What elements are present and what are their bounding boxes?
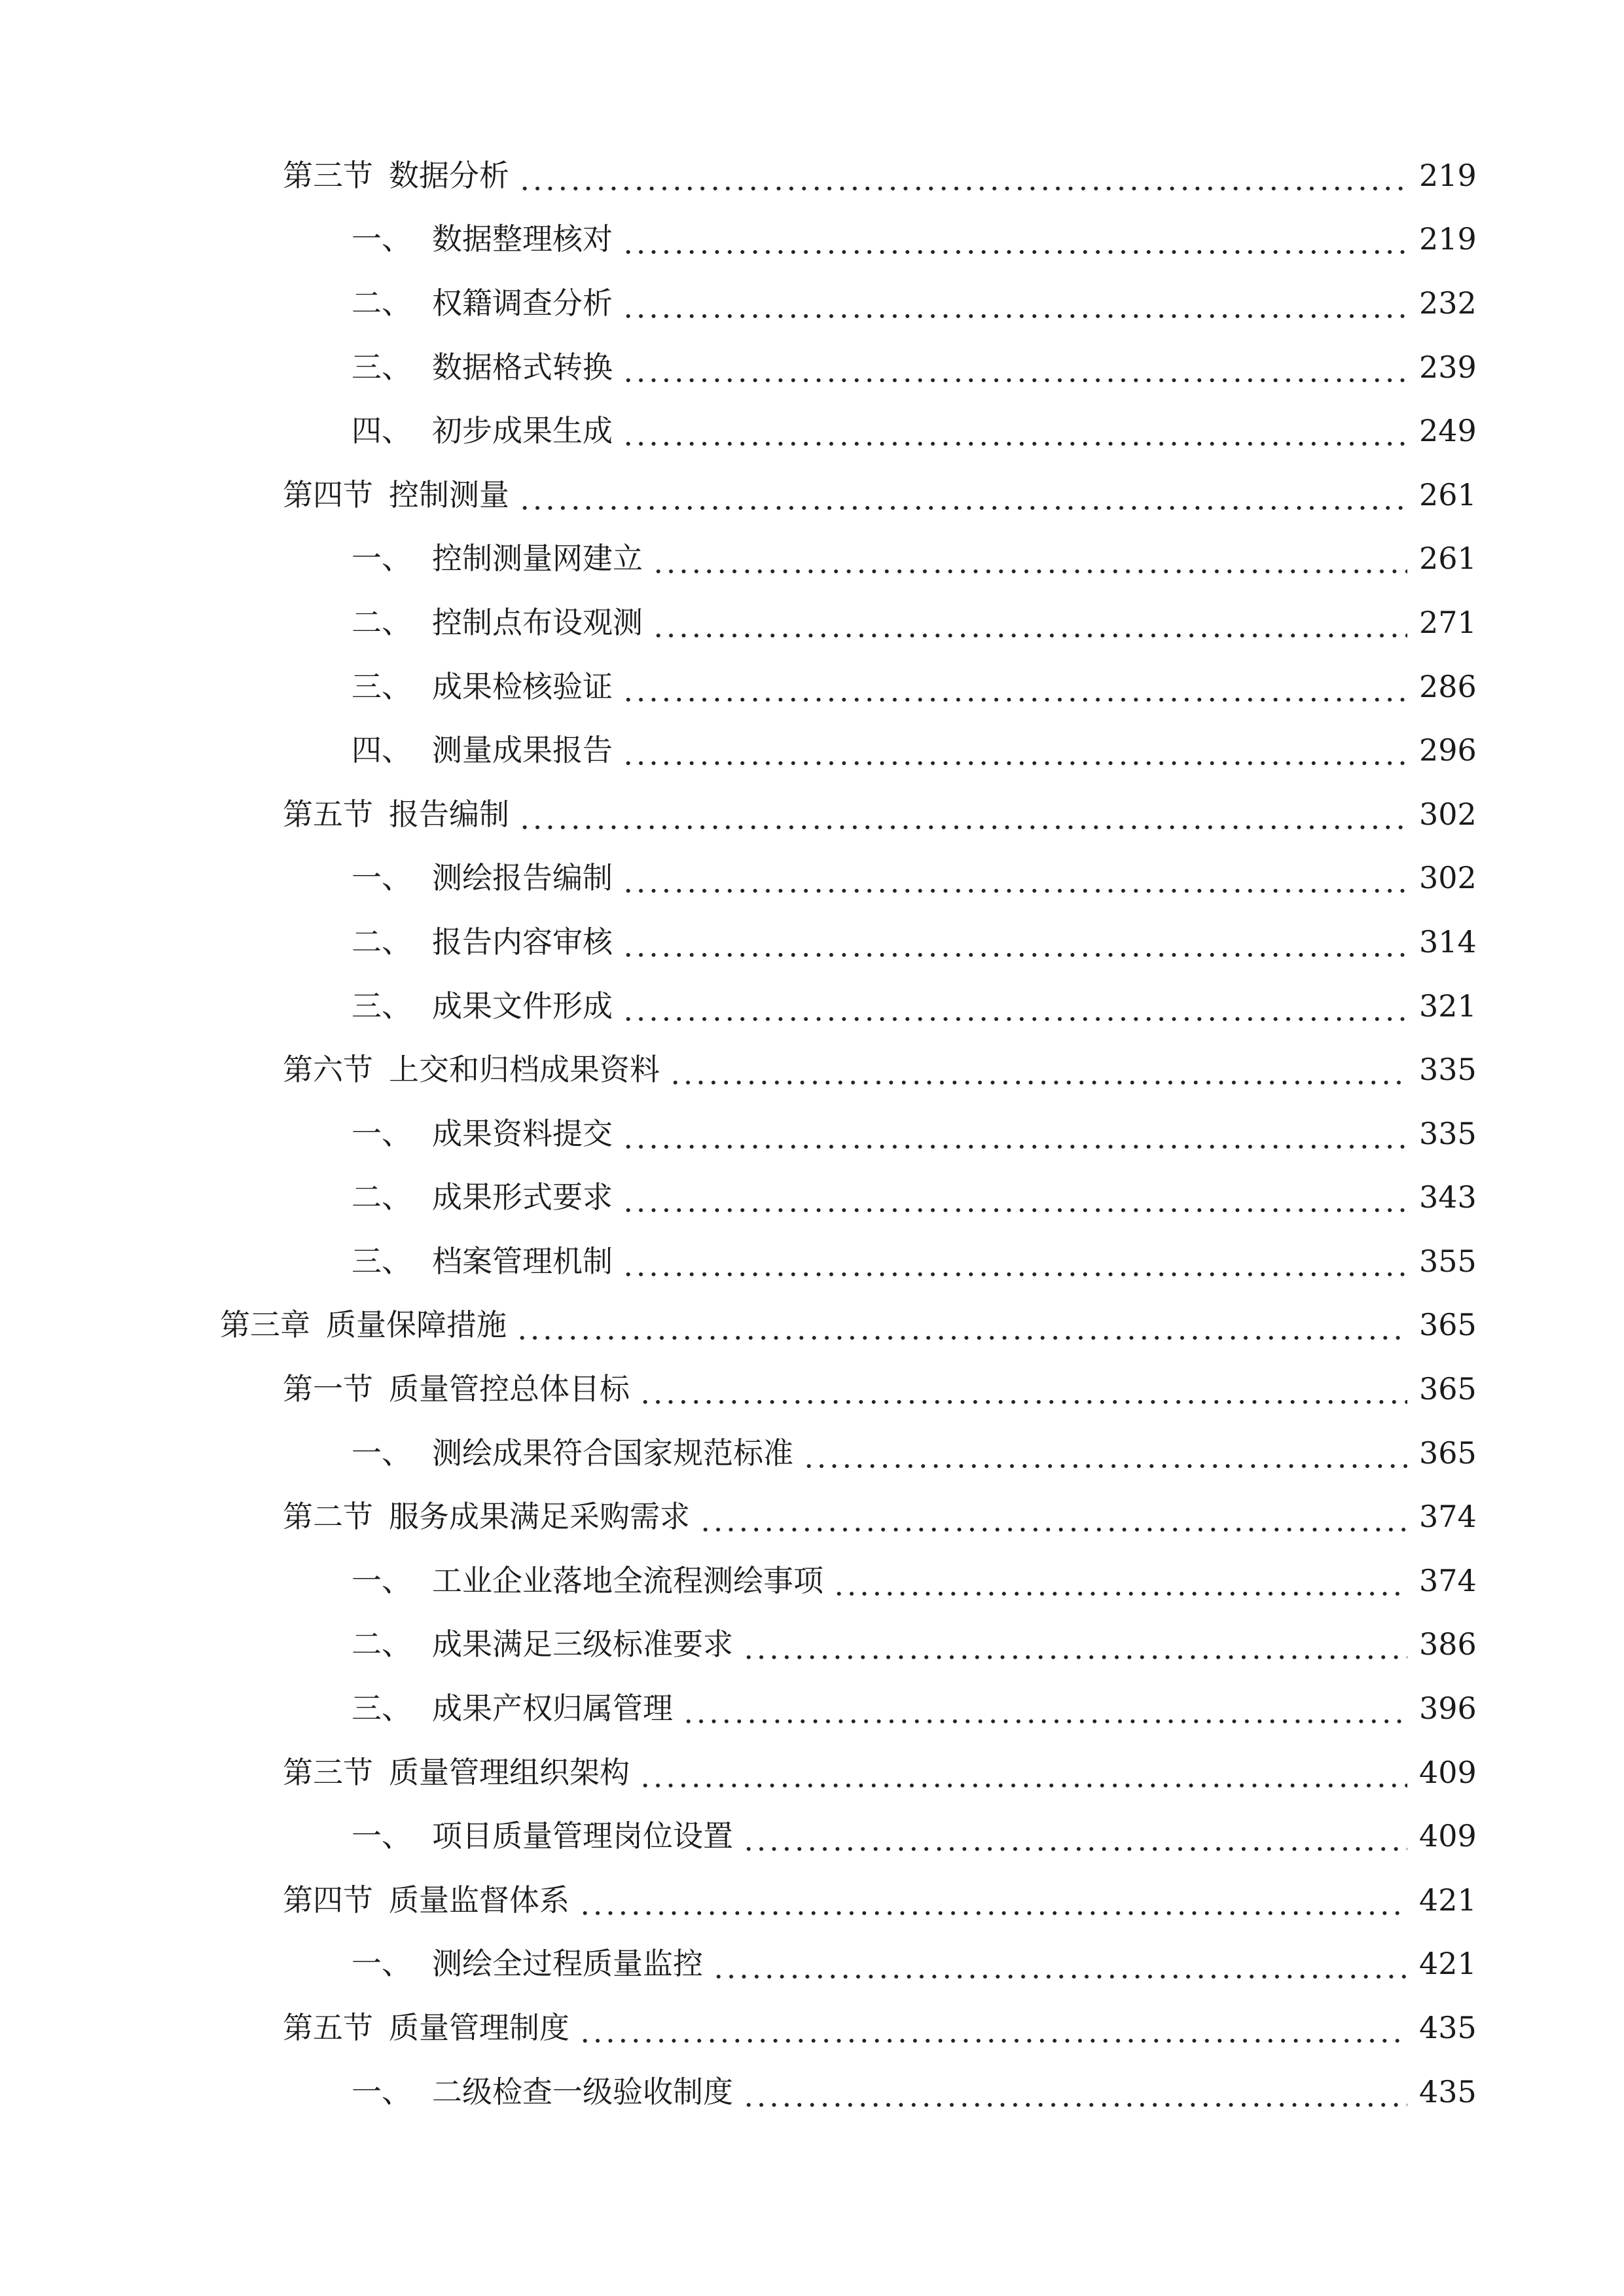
dot-leader [682, 1693, 1407, 1723]
toc-entry-item[interactable] [0, 974, 1624, 1038]
toc-entry-title: 成果文件形成 [432, 988, 613, 1024]
toc-entry-number: 二、 [352, 1626, 412, 1662]
toc-entry-section[interactable] [0, 463, 1624, 527]
dot-leader [803, 1438, 1407, 1468]
toc-entry-page-number: 421 [1419, 1946, 1477, 1982]
toc-entry-page-number: 335 [1419, 1052, 1477, 1088]
toc-entry-title: 成果形式要求 [432, 1179, 613, 1215]
toc-entry-number: 一、 [352, 1435, 412, 1471]
dot-leader [742, 1629, 1407, 1659]
dot-leader [742, 2077, 1407, 2107]
toc-entry-chapter[interactable] [0, 1293, 1624, 1357]
toc-entry-number: 一、 [352, 1115, 412, 1151]
toc-entry-title: 权籍调查分析 [432, 285, 613, 321]
dot-leader [622, 1182, 1407, 1212]
toc-entry-page-number: 261 [1419, 541, 1477, 577]
toc-entry-page-number: 302 [1419, 796, 1477, 832]
toc-entry-item[interactable] [0, 399, 1624, 463]
toc-entry-number: 第五节 [283, 796, 373, 832]
toc-entry-page-number: 409 [1419, 1754, 1477, 1790]
toc-entry-page-number: 409 [1419, 1818, 1477, 1854]
toc-entry-page-number: 314 [1419, 924, 1477, 960]
toc-entry-item[interactable] [0, 1421, 1624, 1485]
dot-leader [622, 927, 1407, 957]
dot-leader [669, 1054, 1407, 1085]
toc-entry-item[interactable] [0, 1804, 1624, 1868]
toc-entry-title: 成果检核验证 [432, 668, 613, 704]
toc-entry-number: 一、 [352, 541, 412, 577]
toc-entry-page-number: 232 [1419, 285, 1477, 321]
toc-entry-title: 控制测量网建立 [432, 541, 643, 577]
toc-entry-title: 报告编制 [389, 796, 509, 832]
toc-entry-number: 第三节 [283, 157, 373, 193]
toc-entry-item[interactable] [0, 910, 1624, 974]
toc-entry-title: 数据整理核对 [432, 221, 613, 257]
toc-entry-item[interactable] [0, 655, 1624, 719]
dot-leader [622, 1119, 1407, 1149]
dot-leader [622, 863, 1407, 893]
dot-leader [622, 224, 1407, 254]
toc-entry-title: 质量管理组织架构 [389, 1754, 630, 1790]
toc-entry-number: 一、 [352, 1946, 412, 1982]
toc-entry-title: 质量管理制度 [389, 2010, 569, 2046]
dot-leader [652, 607, 1407, 637]
toc-entry-item[interactable] [0, 2060, 1624, 2124]
toc-entry-item[interactable] [0, 1166, 1624, 1230]
toc-entry-section[interactable] [0, 1037, 1624, 1102]
toc-entry-number: 第六节 [283, 1052, 373, 1088]
toc-entry-page-number: 365 [1419, 1371, 1477, 1407]
toc-entry-title: 测绘成果符合国家规范标准 [432, 1435, 793, 1471]
toc-entry-item[interactable] [0, 1613, 1624, 1677]
toc-entry-section[interactable] [0, 782, 1624, 846]
toc-entry-number: 一、 [352, 2073, 412, 2109]
dot-leader [622, 288, 1407, 318]
toc-entry-title: 数据格式转换 [432, 349, 613, 385]
dot-leader [712, 1948, 1407, 1979]
toc-entry-title: 工业企业落地全流程测绘事项 [432, 1562, 823, 1598]
toc-entry-number: 一、 [352, 1562, 412, 1598]
dot-leader [652, 543, 1407, 573]
dot-leader [699, 1501, 1407, 1532]
dot-leader [579, 1885, 1407, 1915]
toc-entry-page-number: 219 [1419, 221, 1477, 257]
toc-entry-title: 数据分析 [389, 157, 509, 193]
toc-entry-title: 测量成果报告 [432, 732, 613, 768]
toc-entry-number: 二、 [352, 604, 412, 640]
toc-entry-page-number: 296 [1419, 732, 1477, 768]
toc-entry-number: 二、 [352, 285, 412, 321]
dot-leader [742, 1821, 1407, 1851]
toc-entry-page-number: 261 [1419, 476, 1477, 512]
dot-leader [516, 1310, 1407, 1340]
toc-entry-number: 三、 [352, 1691, 412, 1727]
toc-entry-title: 报告内容审核 [432, 924, 613, 960]
toc-entry-section[interactable] [0, 1868, 1624, 1932]
dot-leader [833, 1566, 1407, 1596]
dot-leader [622, 991, 1407, 1021]
dot-leader [622, 416, 1407, 446]
toc-entry-section[interactable] [0, 1996, 1624, 2060]
dot-leader [518, 480, 1407, 510]
toc-entry-title: 二级检查一级验收制度 [432, 2073, 733, 2109]
dot-leader [518, 160, 1407, 190]
toc-entry-section[interactable] [0, 1740, 1624, 1804]
toc-entry-title: 成果资料提交 [432, 1115, 613, 1151]
toc-entry-page-number: 435 [1419, 2073, 1477, 2109]
toc-entry-number: 一、 [352, 860, 412, 896]
toc-entry-page-number: 396 [1419, 1691, 1477, 1727]
toc-entry-number: 第三节 [283, 1754, 373, 1790]
toc-entry-page-number: 435 [1419, 2010, 1477, 2046]
toc-entry-title: 测绘全过程质量监控 [432, 1946, 703, 1982]
toc-entry-number: 三、 [352, 1243, 412, 1279]
toc-entry-item[interactable] [0, 1102, 1624, 1166]
toc-entry-number: 一、 [352, 221, 412, 257]
dot-leader [639, 1374, 1407, 1404]
toc-entry-section[interactable] [0, 1484, 1624, 1549]
toc-entry-title: 项目质量管理岗位设置 [432, 1818, 733, 1854]
toc-entry-page-number: 365 [1419, 1307, 1477, 1343]
dot-leader [518, 799, 1407, 829]
toc-entry-title: 档案管理机制 [432, 1243, 613, 1279]
toc-entry-number: 二、 [352, 924, 412, 960]
toc-entry-page-number: 302 [1419, 860, 1477, 896]
toc-entry-title: 成果满足三级标准要求 [432, 1626, 733, 1662]
toc-entry-section[interactable] [0, 143, 1624, 207]
toc-entry-page-number: 374 [1419, 1499, 1477, 1535]
toc-entry-title: 控制测量 [389, 476, 509, 512]
dot-leader [622, 672, 1407, 702]
toc-entry-page-number: 249 [1419, 413, 1477, 449]
toc-entry-number: 第一节 [283, 1371, 373, 1407]
table-of-contents [0, 143, 1624, 2123]
toc-entry-title: 质量保障措施 [326, 1307, 507, 1343]
toc-entry-page-number: 271 [1419, 604, 1477, 640]
toc-entry-title: 测绘报告编制 [432, 860, 613, 896]
dot-leader [622, 735, 1407, 765]
toc-entry-item[interactable] [0, 1676, 1624, 1740]
toc-entry-number: 四、 [352, 732, 412, 768]
toc-entry-item[interactable] [0, 718, 1624, 782]
toc-entry-number: 三、 [352, 349, 412, 385]
toc-entry-title: 质量监督体系 [389, 1882, 569, 1918]
toc-entry-item[interactable] [0, 1549, 1624, 1613]
toc-entry-item[interactable] [0, 1932, 1624, 1996]
toc-entry-item[interactable] [0, 846, 1624, 910]
toc-entry-item[interactable] [0, 527, 1624, 591]
toc-entry-number: 第三章 [220, 1307, 310, 1343]
toc-entry-item[interactable] [0, 271, 1624, 335]
dot-leader [622, 352, 1407, 382]
toc-entry-number: 一、 [352, 1818, 412, 1854]
toc-entry-number: 三、 [352, 668, 412, 704]
dot-leader [622, 1246, 1407, 1276]
dot-leader [579, 2013, 1407, 2043]
toc-entry-title: 服务成果满足采购需求 [389, 1499, 690, 1535]
toc-entry-title: 控制点布设观测 [432, 604, 643, 640]
toc-entry-number: 第五节 [283, 2010, 373, 2046]
toc-entry-title: 质量管控总体目标 [389, 1371, 630, 1407]
toc-entry-number: 第四节 [283, 476, 373, 512]
toc-entry-number: 二、 [352, 1179, 412, 1215]
toc-entry-page-number: 286 [1419, 668, 1477, 704]
toc-entry-page-number: 386 [1419, 1626, 1477, 1662]
toc-entry-number: 四、 [352, 413, 412, 449]
toc-entry-page-number: 321 [1419, 988, 1477, 1024]
toc-entry-page-number: 219 [1419, 157, 1477, 193]
toc-entry-item[interactable] [0, 1229, 1624, 1293]
toc-entry-title: 上交和归档成果资料 [389, 1052, 660, 1088]
toc-entry-number: 三、 [352, 988, 412, 1024]
toc-entry-number: 第二节 [283, 1499, 373, 1535]
toc-entry-item[interactable] [0, 335, 1624, 399]
dot-leader [639, 1757, 1407, 1787]
toc-entry-page-number: 374 [1419, 1562, 1477, 1598]
toc-entry-item[interactable] [0, 207, 1624, 272]
toc-entry-title: 成果产权归属管理 [432, 1691, 673, 1727]
toc-entry-page-number: 421 [1419, 1882, 1477, 1918]
toc-entry-item[interactable] [0, 590, 1624, 655]
toc-entry-title: 初步成果生成 [432, 413, 613, 449]
toc-entry-number: 第四节 [283, 1882, 373, 1918]
toc-entry-page-number: 343 [1419, 1179, 1477, 1215]
toc-entry-section[interactable] [0, 1357, 1624, 1421]
toc-entry-page-number: 365 [1419, 1435, 1477, 1471]
toc-entry-page-number: 239 [1419, 349, 1477, 385]
toc-entry-page-number: 355 [1419, 1243, 1477, 1279]
toc-entry-page-number: 335 [1419, 1115, 1477, 1151]
